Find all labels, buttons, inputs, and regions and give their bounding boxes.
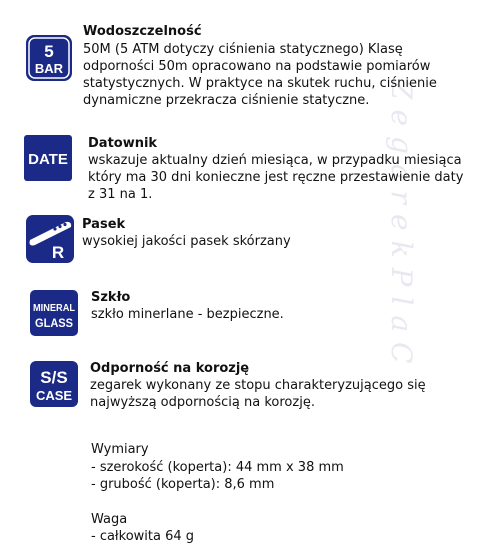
icon-label: R: [51, 243, 65, 262]
feature-title: Szkło: [91, 290, 131, 305]
dimension-thickness: - grubość (koperta): 8,6 mm: [91, 477, 275, 492]
watermark: ZegarekPlaC: [385, 80, 418, 374]
feature-title: Odporność na korozję: [90, 361, 250, 376]
icon-label: DATE: [28, 151, 68, 168]
stainless-steel-case-icon: [29, 360, 79, 408]
specs: [91, 441, 344, 546]
icon-label: 5: [44, 42, 54, 61]
strap-icon: [25, 214, 75, 264]
dimension-width: - szerokość (koperta): 44 mm x 38 mm: [91, 459, 344, 475]
feature-description: wskazuje aktualny dzień miesiąca, w przypadku miesiąca który ma 30 dni konieczne jest ręczne przestawienie daty z 31 na 1.: [88, 153, 464, 202]
dimensions-title: Wymiary: [91, 442, 149, 457]
feature-description: wysokiej jakości pasek skórzany: [82, 234, 291, 249]
weight-title: Waga: [91, 511, 128, 527]
feature-title: Datownik: [88, 136, 158, 151]
date-icon: [23, 134, 73, 182]
feature-description: szkło minerlane - bezpieczne.: [91, 307, 284, 322]
feature-title: Wodoszczelność: [83, 24, 202, 39]
water-resistance-5bar-icon: [25, 34, 73, 82]
icon-label: BAR: [34, 61, 64, 76]
icon-label: GLASS: [35, 316, 73, 330]
feature-title: Pasek: [82, 217, 126, 232]
icon-label: MINERAL: [33, 303, 75, 314]
icon-label: S/S: [40, 368, 68, 387]
weight-value: - całkowita 64 g: [91, 529, 195, 544]
icon-label: CASE: [35, 388, 73, 403]
mineral-glass-icon: [29, 289, 79, 337]
feature-description: zegarek wykonany ze stopu charakteryzującego się najwyższą odpornością na korozję.: [90, 378, 426, 410]
feature-description: 50M (5 ATM dotyczy ciśnienia statycznego) Klasę odporności 50m opracowano na podstawie pomiarów statystycznych. W praktyce na skutek ruchu, ciśnienie dynamiczne przekracza ciśnienie statyczne.: [83, 42, 437, 108]
